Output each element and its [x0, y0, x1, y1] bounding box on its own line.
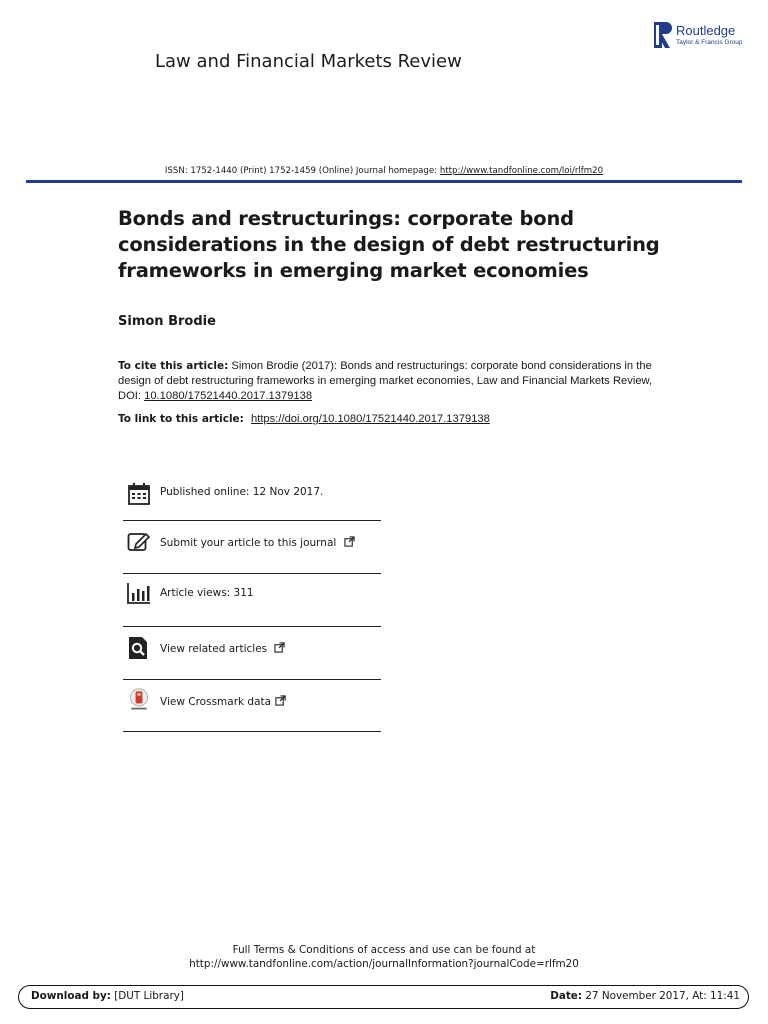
- published-online-label: Published online: 12 Nov 2017.: [160, 486, 324, 498]
- terms-line-1: Full Terms & Conditions of access and use can be found at: [232, 944, 536, 956]
- published-online-sep: [123, 469, 381, 521]
- article-views-row: [123, 575, 381, 627]
- journal-title: Law and Financial Markets Review: [155, 51, 462, 72]
- download-info-bar: [18, 985, 749, 1009]
- article-doi-link[interactable]: https://doi.org/10.1080/17521440.2017.1379138: [250, 413, 490, 425]
- publisher-tagline: Taylor & Francis Group: [676, 39, 743, 46]
- related-articles-label: View related articles: [160, 643, 268, 655]
- date-label: Date:: [550, 990, 582, 1002]
- related-articles-row[interactable]: [123, 628, 381, 680]
- edit-icon: [127, 530, 151, 554]
- external-link-icon: [274, 642, 285, 653]
- search-document-icon: [127, 636, 151, 660]
- row-divider: [123, 626, 381, 627]
- crossmark-icon: [127, 688, 151, 712]
- download-by: [31, 990, 184, 1002]
- cite-text: Simon Brodie (2017): Bonds and restructurings: corporate bond considerations in the design of debt restructuring frameworks in emerging market economies, Law and Financial Markets Review, DOI:: [118, 360, 653, 402]
- row-divider: [123, 573, 381, 574]
- crossmark-link[interactable]: [160, 695, 286, 708]
- download-value: [DUT Library]: [114, 990, 184, 1002]
- issn-text: ISSN: 1752-1440 (Print) 1752-1459 (Online) Journal homepage:: [164, 166, 438, 176]
- submit-article-label: Submit your article to this journal: [160, 537, 337, 549]
- publisher-logo[interactable]: [652, 20, 752, 52]
- article-views-label: Article views: 311: [160, 587, 254, 599]
- crossmark-label: View Crossmark data: [160, 696, 272, 708]
- external-link-icon: [344, 536, 355, 547]
- article-link-block: [118, 413, 490, 425]
- routledge-logo-icon: [652, 20, 672, 50]
- download-date: [550, 990, 740, 1002]
- row-divider: [123, 520, 381, 521]
- submit-article-row[interactable]: [123, 522, 381, 574]
- journal-homepage-link[interactable]: http://www.tandfonline.com/loi/rlfm20: [439, 166, 604, 176]
- download-label: Download by:: [31, 990, 111, 1002]
- crossmark-row[interactable]: [123, 680, 381, 732]
- link-label: To link to this article:: [118, 413, 244, 425]
- citation-block: [118, 359, 658, 404]
- external-link-icon: [275, 695, 286, 706]
- date-value: 27 November 2017, At: 11:41: [585, 990, 740, 1002]
- header-divider: [26, 180, 742, 183]
- cite-doi-link[interactable]: 10.1080/17521440.2017.1379138: [144, 390, 313, 402]
- terms-url[interactable]: http://www.tandfonline.com/action/journalInformation?journalCode=rlfm20: [189, 958, 579, 970]
- article-title: Bonds and restructurings: corporate bond considerations in the design of debt restructuring frameworks in emerging market economies: [118, 207, 660, 282]
- bar-chart-icon: [127, 581, 151, 605]
- row-divider: [123, 731, 381, 732]
- author-name: Simon Brodie: [118, 314, 216, 329]
- related-articles-link[interactable]: [160, 642, 285, 655]
- publisher-name: Routledge: [676, 23, 736, 38]
- submit-article-link[interactable]: [160, 536, 355, 549]
- cite-label: To cite this article:: [118, 360, 229, 372]
- issn-line: [0, 166, 768, 176]
- terms-notice: [0, 943, 768, 971]
